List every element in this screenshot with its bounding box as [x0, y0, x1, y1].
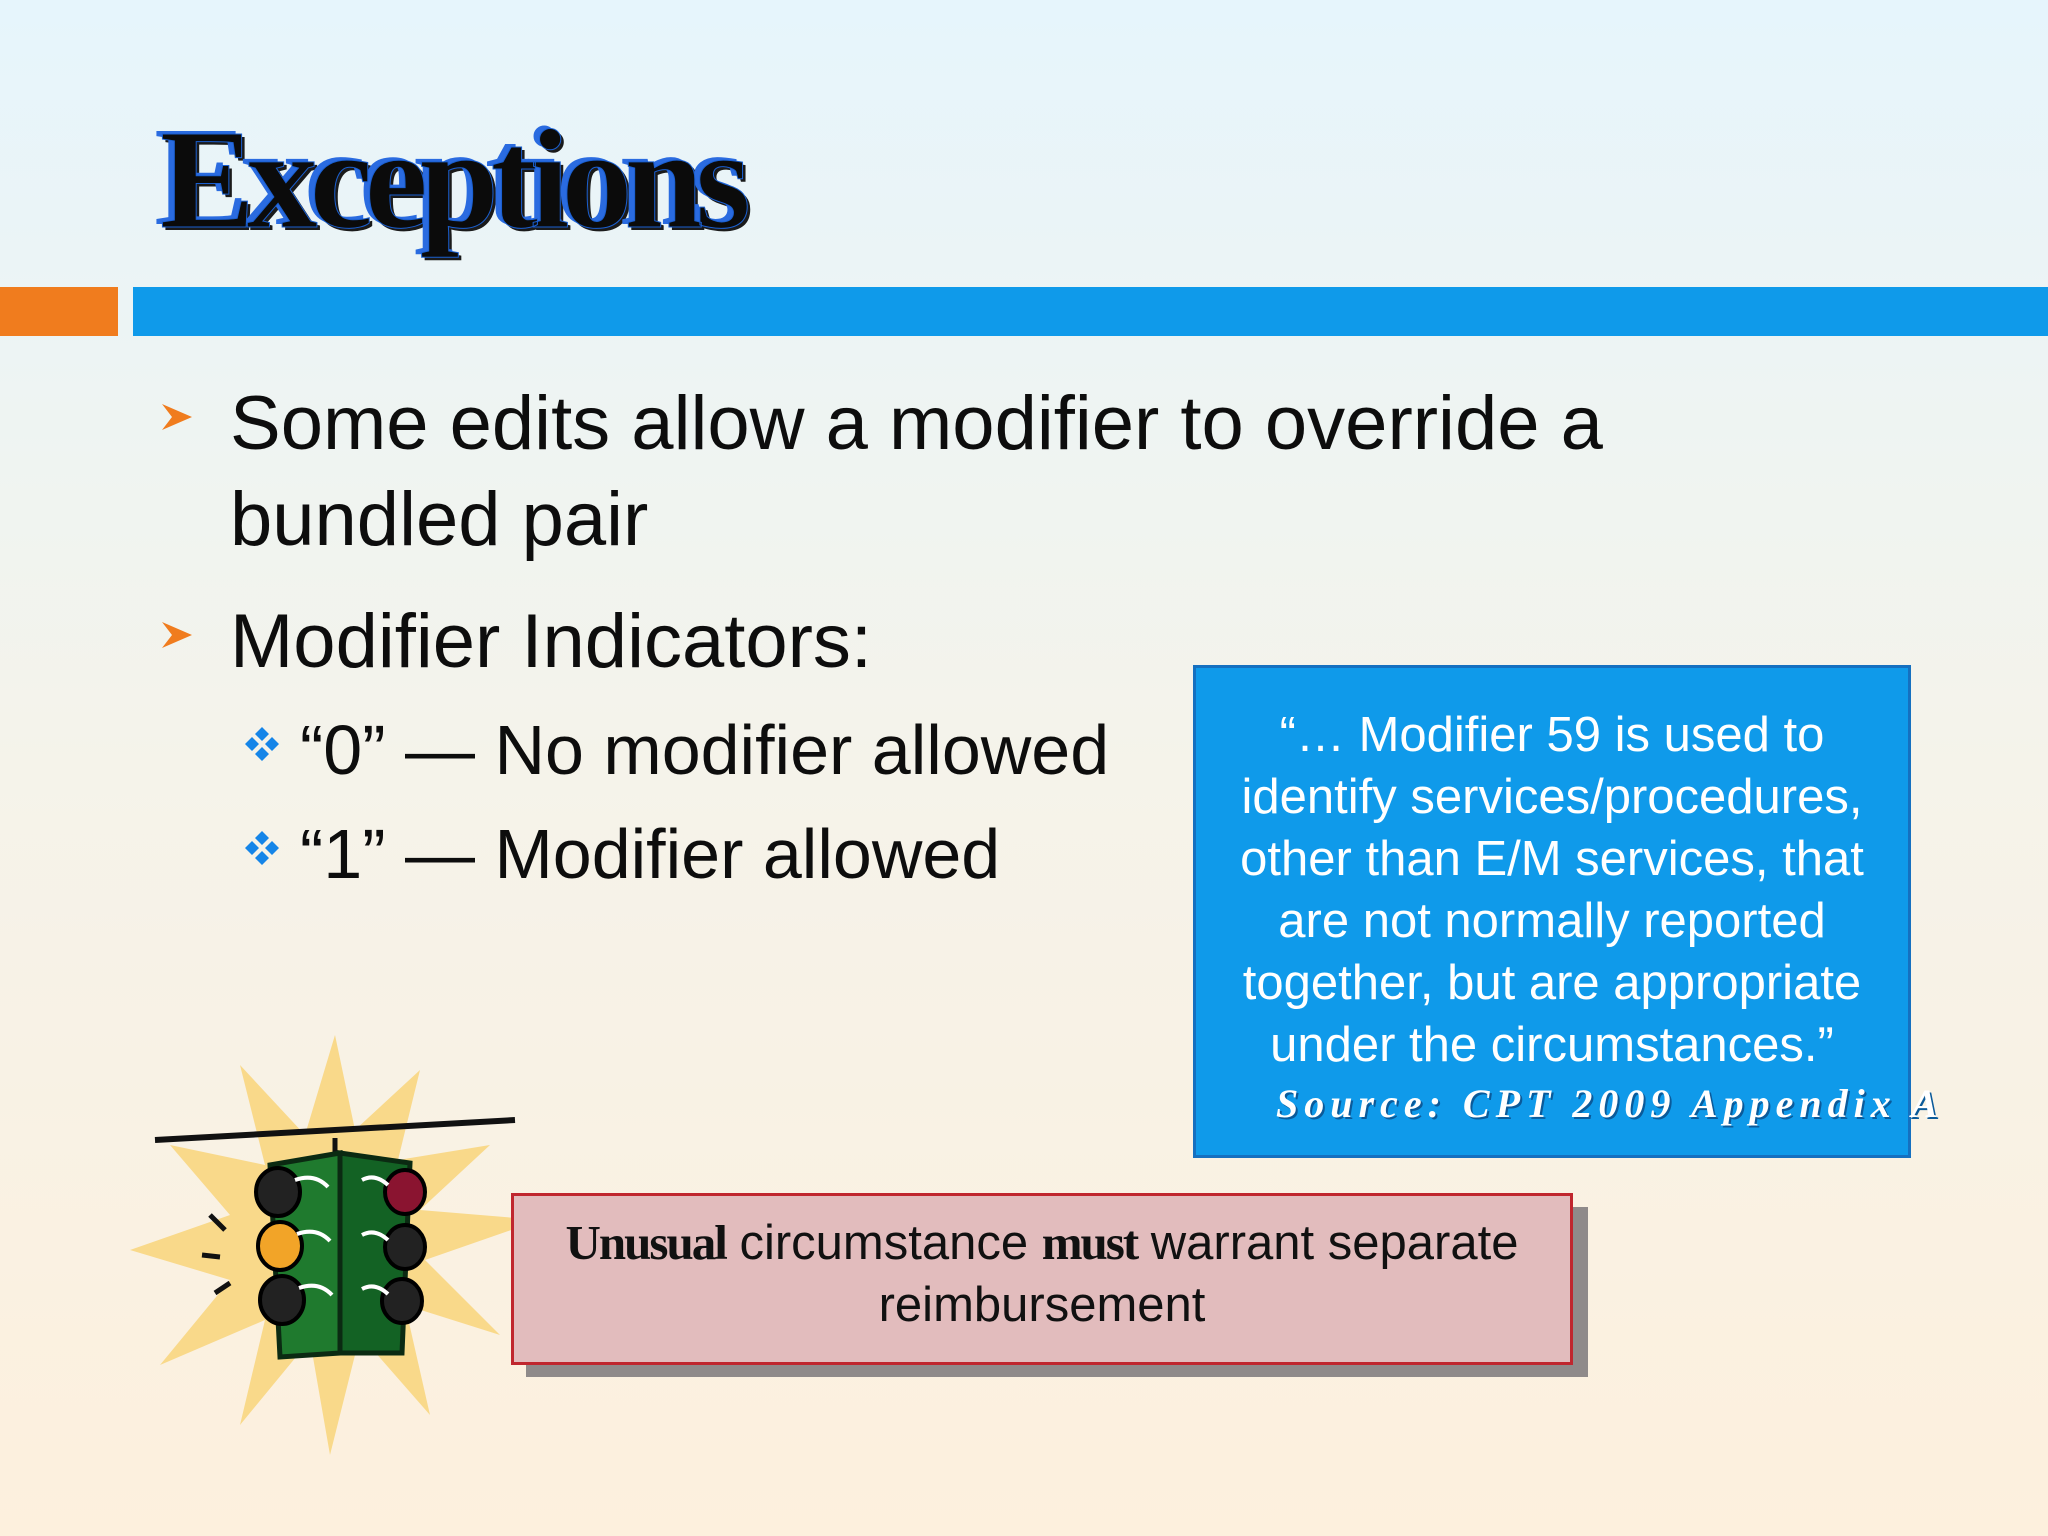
- quote-text: “… Modifier 59 is used to identify services/procedures, other than E/M services, that are not normally reported together, but are appropriate under the circumstances.”: [1240, 708, 1864, 1072]
- note-emphasis-unusual: Unusual: [565, 1215, 726, 1270]
- note-emphasis-must: must: [1041, 1215, 1138, 1270]
- four-diamond-icon: [244, 830, 280, 866]
- divider-accent-blue: [133, 287, 2048, 336]
- divider-accent-orange: [0, 287, 118, 336]
- arrowhead-icon: [160, 618, 194, 652]
- sub-bullet-2: “1” — Modifier allowed: [300, 815, 1001, 893]
- note-text-part: circumstance: [725, 1216, 1042, 1270]
- sub-bullet-1: “0” — No modifier allowed: [300, 711, 1110, 789]
- bullet-1: Some edits allow a modifier to override a bundled pair: [230, 381, 1603, 562]
- bullet-2: Modifier Indicators:: [230, 599, 873, 684]
- quote-box: [1193, 665, 1944, 1158]
- traffic-light-icon: [130, 1035, 550, 1455]
- note-text-part: warrant separate reimbursement: [878, 1216, 1519, 1332]
- note-box: [511, 1193, 1573, 1365]
- quote-source: Source: CPT 2009 Appendix A: [1276, 1081, 1944, 1126]
- four-diamond-icon: [244, 726, 280, 762]
- slide-title: Exceptions: [160, 100, 743, 258]
- arrowhead-icon: [160, 400, 194, 434]
